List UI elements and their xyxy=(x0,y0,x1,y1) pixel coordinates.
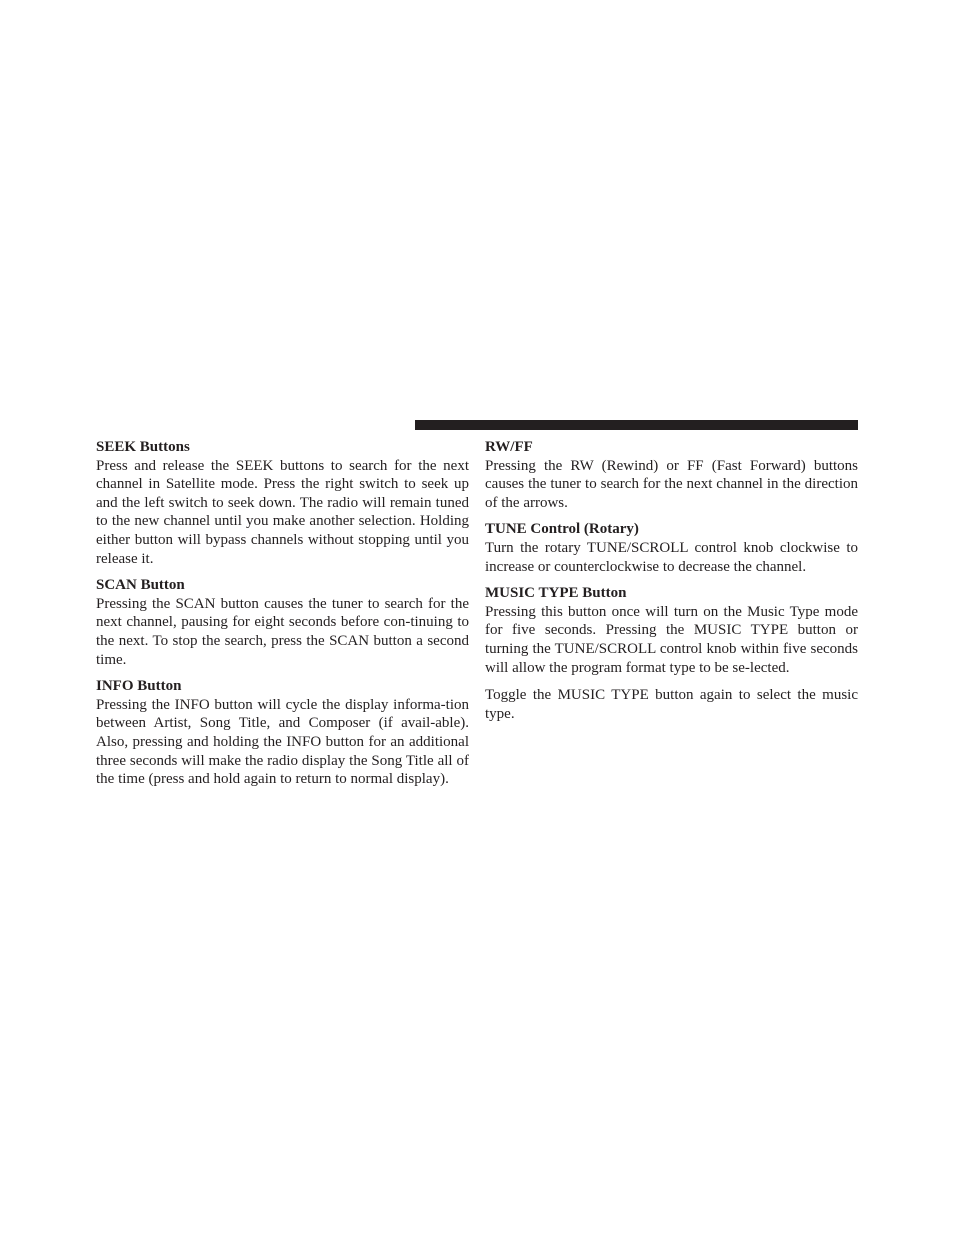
section-body: Turn the rotary TUNE/SCROLL control knob clockwise to increase or counterclockwise to decrease the channel. xyxy=(485,539,858,575)
section-heading: TUNE Control (Rotary) xyxy=(485,521,639,538)
section-heading: INFO Button xyxy=(96,678,182,695)
section-heading: MUSIC TYPE Button xyxy=(485,585,627,602)
section-info-button xyxy=(96,677,469,789)
section-body: Pressing this button once will turn on the Music Type mode for five seconds. Pressing the MUSIC TYPE button or turning the TUNE/SCROLL control knob within five seconds will allow the program format type to be se-lected. xyxy=(485,603,858,676)
section-body: Press and release the SEEK buttons to search for the next channel in Satellite mode. Press the right switch to seek up and the left switch to seek down. The radio will remain tuned to the new channel until you make another selection. Holding either button will bypass channels without stopping until you release it. xyxy=(96,457,469,567)
section-heading: SEEK Buttons xyxy=(96,439,190,455)
right-column xyxy=(485,438,858,731)
section-music-type-button xyxy=(485,584,858,723)
section-body: Pressing the RW (Rewind) or FF (Fast Forward) buttons causes the tuner to search for the next channel in the direction of the arrows. xyxy=(485,457,858,511)
section-body: Pressing the INFO button will cycle the display informa-tion between Artist, Song Title, and Composer (if avail-able). Also, pressing and holding the INFO button for an additional three seconds will make the radio display the Song Title all of the time (press and hold again to return to normal display). xyxy=(96,696,469,788)
section-seek-buttons xyxy=(96,438,469,568)
header-rule xyxy=(415,420,858,430)
section-body-extra: Toggle the MUSIC TYPE button again to select the music type. xyxy=(485,687,858,722)
section-rw-ff xyxy=(485,438,858,512)
section-scan-button xyxy=(96,576,469,669)
section-body: Pressing the SCAN button causes the tuner to search for the next channel, pausing for eight seconds before con-tinuing to the next. To stop the search, press the SCAN button a second time. xyxy=(96,595,469,668)
left-column xyxy=(96,438,469,797)
section-heading: RW/FF xyxy=(485,439,533,455)
section-tune-control xyxy=(485,520,858,576)
section-heading: SCAN Button xyxy=(96,577,185,594)
